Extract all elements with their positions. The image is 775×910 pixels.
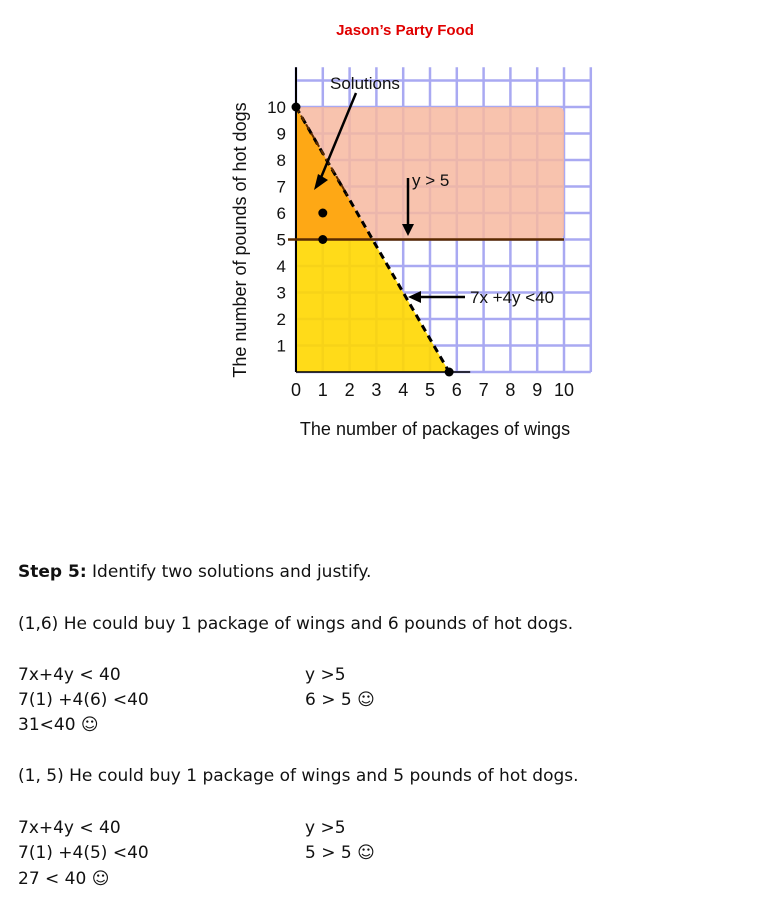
label-solutions: Solutions bbox=[330, 74, 400, 93]
step-text: Identify two solutions and justify. bbox=[86, 562, 372, 582]
x-tick-label: 1 bbox=[317, 380, 328, 400]
x-tick-label: 5 bbox=[424, 380, 436, 400]
data-point bbox=[292, 103, 301, 112]
y-tick-label: 6 bbox=[276, 204, 286, 223]
sol1-left-line-3: 31<40 ☺ bbox=[18, 715, 99, 735]
label-inequality: 7x +4y <40 bbox=[470, 288, 555, 307]
y-tick-label: 7 bbox=[276, 177, 286, 197]
sol1-left-line-2: 7(1) +4(6) <40 bbox=[18, 690, 149, 710]
y-tick-label: 10 bbox=[267, 98, 286, 117]
y-axis-label: The number of pounds of hot dogs bbox=[230, 102, 250, 378]
data-point bbox=[318, 209, 327, 218]
solution-2-header: (1, 5) He could buy 1 package of wings and 5 pounds of hot dogs. bbox=[18, 766, 579, 786]
y-tick-label: 2 bbox=[276, 310, 286, 329]
solution-1-header: (1,6) He could buy 1 package of wings and 6 pounds of hot dogs. bbox=[18, 614, 574, 634]
step-heading bbox=[18, 562, 371, 582]
x-tick-label: 4 bbox=[398, 380, 409, 400]
sol2-left-line-1: 7x+4y < 40 bbox=[18, 818, 121, 838]
x-tick-label: 7 bbox=[478, 380, 489, 400]
step-label: Step 5: bbox=[18, 562, 87, 582]
y-tick-label: 4 bbox=[276, 257, 286, 276]
x-tick-label: 0 bbox=[290, 380, 302, 400]
y-tick-label: 8 bbox=[276, 151, 286, 170]
x-axis-label: The number of packages of wings bbox=[299, 419, 571, 439]
sol2-left-line-2: 7(1) +4(5) <40 bbox=[18, 843, 149, 863]
sol2-left-line-3: 27 < 40 ☺ bbox=[18, 869, 110, 889]
sol1-right-line-1: y >5 bbox=[305, 665, 346, 685]
x-tick-label: 6 bbox=[451, 380, 462, 400]
x-tick-label: 8 bbox=[505, 380, 516, 400]
x-tick-label: 10 bbox=[553, 380, 575, 400]
chart bbox=[0, 0, 775, 450]
x-tick-label: 3 bbox=[371, 380, 382, 400]
data-point bbox=[445, 368, 454, 377]
chart-title: Jason’s Party Food bbox=[336, 22, 474, 39]
sol2-right-line-1: y >5 bbox=[305, 818, 346, 838]
y-tick-label: 3 bbox=[276, 283, 286, 303]
y-tick-label: 1 bbox=[276, 336, 286, 356]
sol2-right-line-2: 5 > 5 ☺ bbox=[305, 843, 375, 863]
y-tick-label: 5 bbox=[276, 230, 286, 250]
sol1-left-line-1: 7x+4y < 40 bbox=[18, 665, 121, 685]
x-tick-label: 9 bbox=[532, 380, 543, 400]
sol1-right-line-2: 6 > 5 ☺ bbox=[305, 690, 375, 710]
data-point bbox=[318, 235, 327, 244]
x-tick-label: 2 bbox=[344, 380, 355, 400]
label-y-ge-5: y > 5 bbox=[412, 171, 450, 190]
y-tick-label: 9 bbox=[276, 124, 286, 144]
